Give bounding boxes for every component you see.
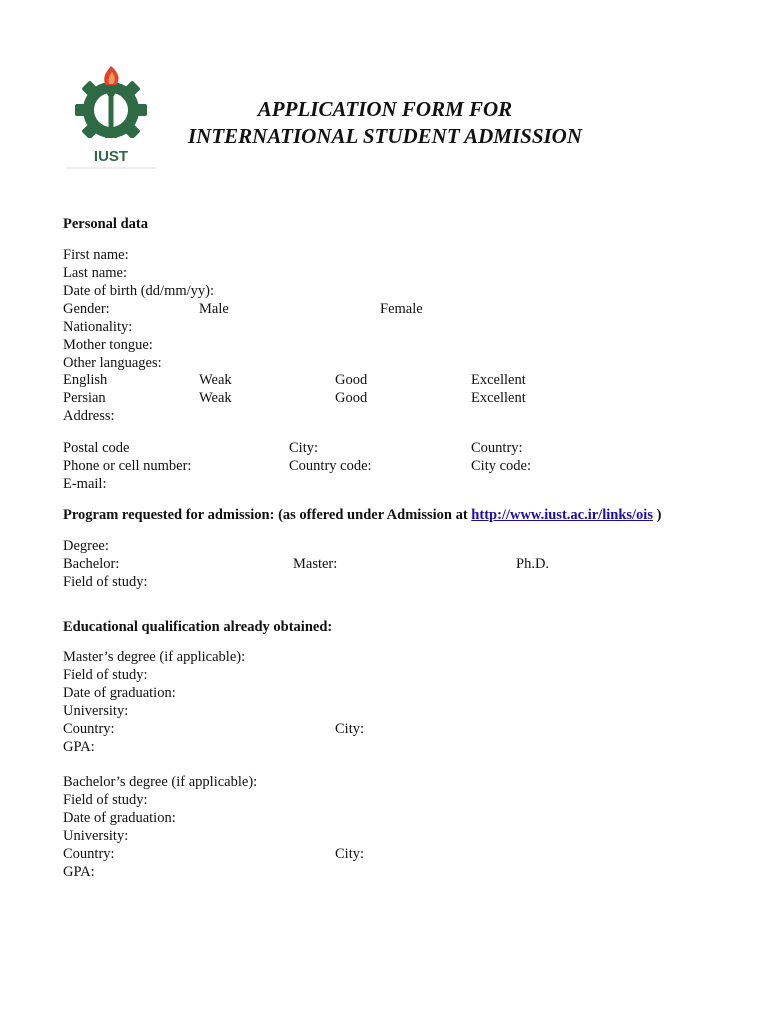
language-english-label: English xyxy=(63,372,108,388)
persian-weak-option[interactable] xyxy=(199,389,235,407)
nationality-label: Nationality: xyxy=(63,319,133,335)
bachelor-option[interactable] xyxy=(63,555,123,573)
master-option[interactable] xyxy=(293,555,341,573)
bachelors-graduation-label: Date of graduation: xyxy=(63,810,176,826)
bachelors-title: Bachelor’s degree (if applicable): xyxy=(63,774,258,790)
masters-country-label: Country: xyxy=(63,721,115,737)
bachelors-field-label: Field of study: xyxy=(63,792,148,808)
gender-label: Gender: xyxy=(63,301,110,317)
persian-good-option[interactable] xyxy=(335,389,371,407)
masters-university-label: University: xyxy=(63,703,129,719)
masters-title: Master’s degree (if applicable): xyxy=(63,649,246,665)
bachelors-country-label: Country: xyxy=(63,846,115,862)
program-heading xyxy=(63,506,661,524)
logo-text: IUST xyxy=(93,148,129,165)
masters-gpa-label: GPA: xyxy=(63,739,95,755)
country-code-label: Country code: xyxy=(289,458,372,474)
city-code-label: City code: xyxy=(471,458,532,474)
dob-label: Date of birth (dd/mm/yy): xyxy=(63,283,215,299)
phone-label: Phone or cell number: xyxy=(63,458,192,474)
language-persian-label: Persian xyxy=(63,390,106,406)
program-field-label: Field of study: xyxy=(63,574,148,590)
title-line-1: APPLICATION FORM FOR xyxy=(257,97,513,121)
bachelors-city-label: City: xyxy=(335,846,365,862)
country-label: Country: xyxy=(471,440,523,456)
english-weak-option[interactable] xyxy=(199,371,235,389)
personal-data-heading: Personal data xyxy=(63,216,148,232)
english-good-option[interactable] xyxy=(335,371,371,389)
persian-excellent-label: Excellent xyxy=(471,390,526,406)
form-title xyxy=(160,96,610,150)
male-label: Male xyxy=(199,301,229,317)
email-label: E-mail: xyxy=(63,476,107,492)
other-languages-label: Other languages: xyxy=(63,355,162,371)
degree-label: Degree: xyxy=(63,538,109,554)
english-excellent-option[interactable] xyxy=(471,371,529,389)
persian-weak-label: Weak xyxy=(199,390,232,406)
program-heading-text: Program requested for admission: (as offered under Admission at xyxy=(63,507,472,523)
english-weak-label: Weak xyxy=(199,372,232,388)
persian-excellent-option[interactable] xyxy=(471,389,529,407)
postal-code-label: Postal code xyxy=(63,440,130,456)
phd-label: Ph.D. xyxy=(516,556,550,572)
first-name-label: First name: xyxy=(63,247,129,263)
masters-graduation-label: Date of graduation: xyxy=(63,685,176,701)
master-label: Master: xyxy=(293,556,338,572)
bachelors-gpa-label: GPA: xyxy=(63,864,95,880)
program-heading-suffix: ) xyxy=(652,507,662,523)
bachelor-label: Bachelor: xyxy=(63,556,120,572)
education-heading: Educational qualification already obtained: xyxy=(63,619,333,635)
iust-logo xyxy=(64,64,158,170)
bachelors-university-label: University: xyxy=(63,828,129,844)
gender-male-option[interactable] xyxy=(199,300,232,318)
ois-link[interactable]: http://www.iust.ac.ir/links/ois xyxy=(471,507,653,523)
english-good-label: Good xyxy=(335,372,368,388)
phd-option[interactable] xyxy=(516,555,553,573)
mother-tongue-label: Mother tongue: xyxy=(63,337,153,353)
title-line-2: INTERNATIONAL STUDENT ADMISSION xyxy=(187,124,583,148)
last-name-label: Last name: xyxy=(63,265,128,281)
gender-female-option[interactable] xyxy=(380,300,426,318)
address-label: Address: xyxy=(63,408,115,424)
english-excellent-label: Excellent xyxy=(471,372,526,388)
masters-field-label: Field of study: xyxy=(63,667,148,683)
female-label: Female xyxy=(380,301,423,317)
masters-city-label: City: xyxy=(335,721,365,737)
persian-good-label: Good xyxy=(335,390,368,406)
city-label: City: xyxy=(289,440,319,456)
